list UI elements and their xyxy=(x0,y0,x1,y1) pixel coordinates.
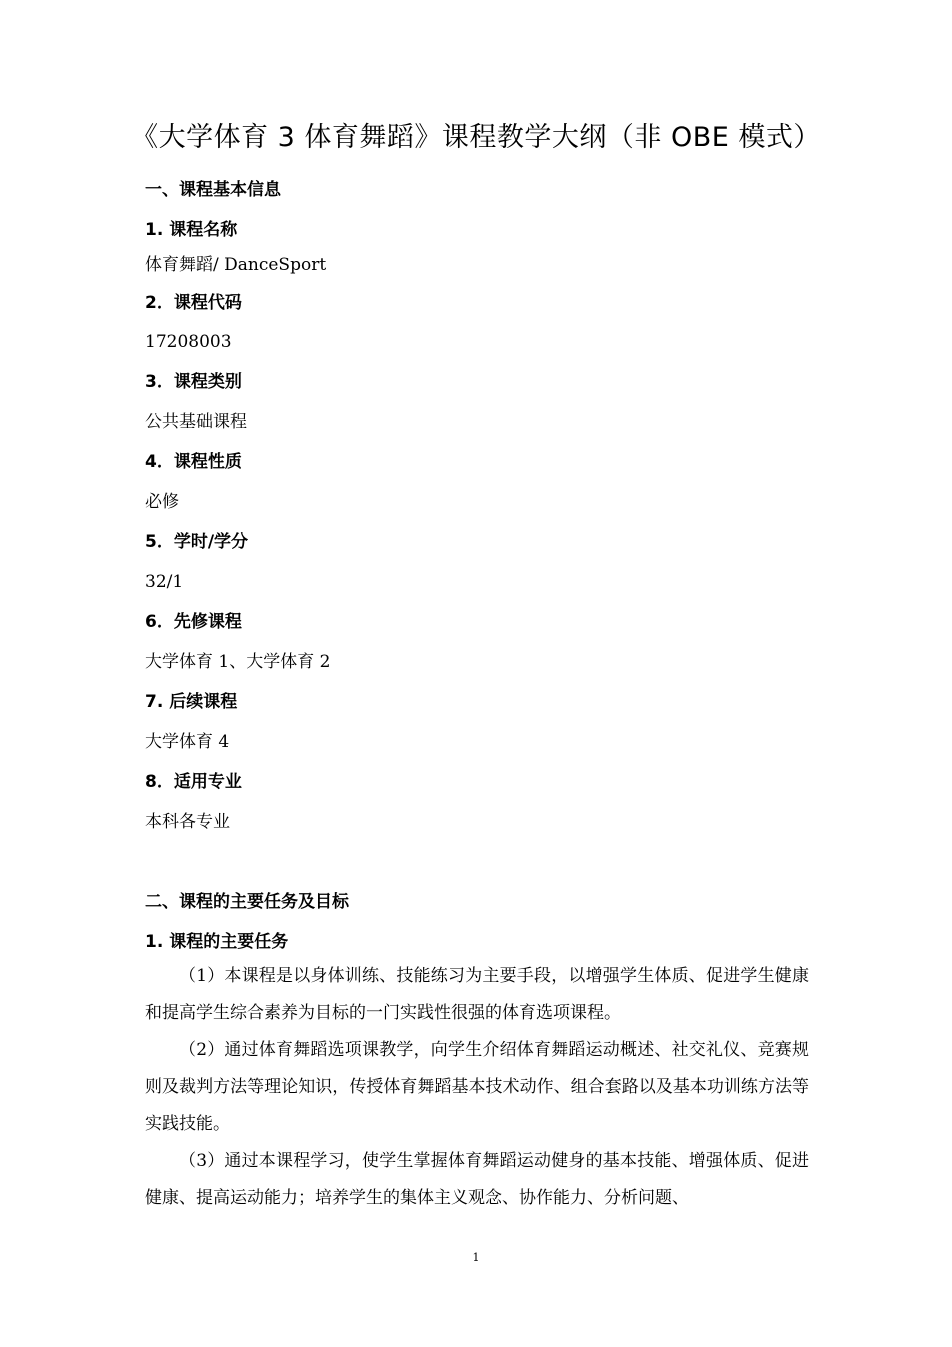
field-label-course-code: 2．课程代码 xyxy=(145,293,242,313)
section-heading-tasks-objectives: 二、课程的主要任务及目标 xyxy=(145,892,349,912)
field-value-course-name: 体育舞蹈/ DanceSport xyxy=(145,255,327,275)
paragraph-task-1: （1）本课程是以身体训练、技能练习为主要手段，以增强学生体质、促进学生健康和提高学生综合素养为目标的一门实践性很强的体育选项课程。 xyxy=(145,966,809,1023)
field-value-hours-credits: 32/1 xyxy=(145,572,184,592)
document-title: 《大学体育 3 体育舞蹈》课程教学大纲（非 OBE 模式） xyxy=(131,122,821,153)
sub-heading-main-tasks: 1. 课程的主要任务 xyxy=(145,932,289,952)
paragraph-task-2: （2）通过体育舞蹈选项课教学，向学生介绍体育舞蹈运动概述、社交礼仪、竞赛规则及裁判方法等理论知识，传授体育舞蹈基本技术动作、组合套路以及基本功训练方法等实践技能。 xyxy=(145,1040,809,1134)
field-value-course-code: 17208003 xyxy=(145,332,232,352)
field-label-follow-up-courses: 7. 后续课程 xyxy=(145,692,238,712)
page-number: 1 xyxy=(472,1251,480,1264)
field-value-prerequisites: 大学体育 1、大学体育 2 xyxy=(145,652,331,672)
field-value-course-category: 公共基础课程 xyxy=(145,412,247,432)
field-label-hours-credits: 5．学时/学分 xyxy=(145,532,249,552)
field-label-course-category: 3．课程类别 xyxy=(145,372,242,392)
field-label-course-nature: 4．课程性质 xyxy=(145,452,242,472)
field-label-course-name: 1. 课程名称 xyxy=(145,220,238,240)
paragraph-task-3: （3）通过本课程学习，使学生掌握体育舞蹈运动健身的基本技能、增强体质、促进健康、提高运动能力；培养学生的集体主义观念、协作能力、分析问题、 xyxy=(145,1151,809,1208)
field-value-applicable-majors: 本科各专业 xyxy=(145,812,230,832)
field-value-follow-up-courses: 大学体育 4 xyxy=(145,732,230,752)
field-label-applicable-majors: 8．适用专业 xyxy=(145,772,242,792)
field-label-prerequisites: 6．先修课程 xyxy=(145,612,242,632)
section-heading-basic-info: 一、课程基本信息 xyxy=(145,180,281,200)
field-value-course-nature: 必修 xyxy=(145,492,179,512)
